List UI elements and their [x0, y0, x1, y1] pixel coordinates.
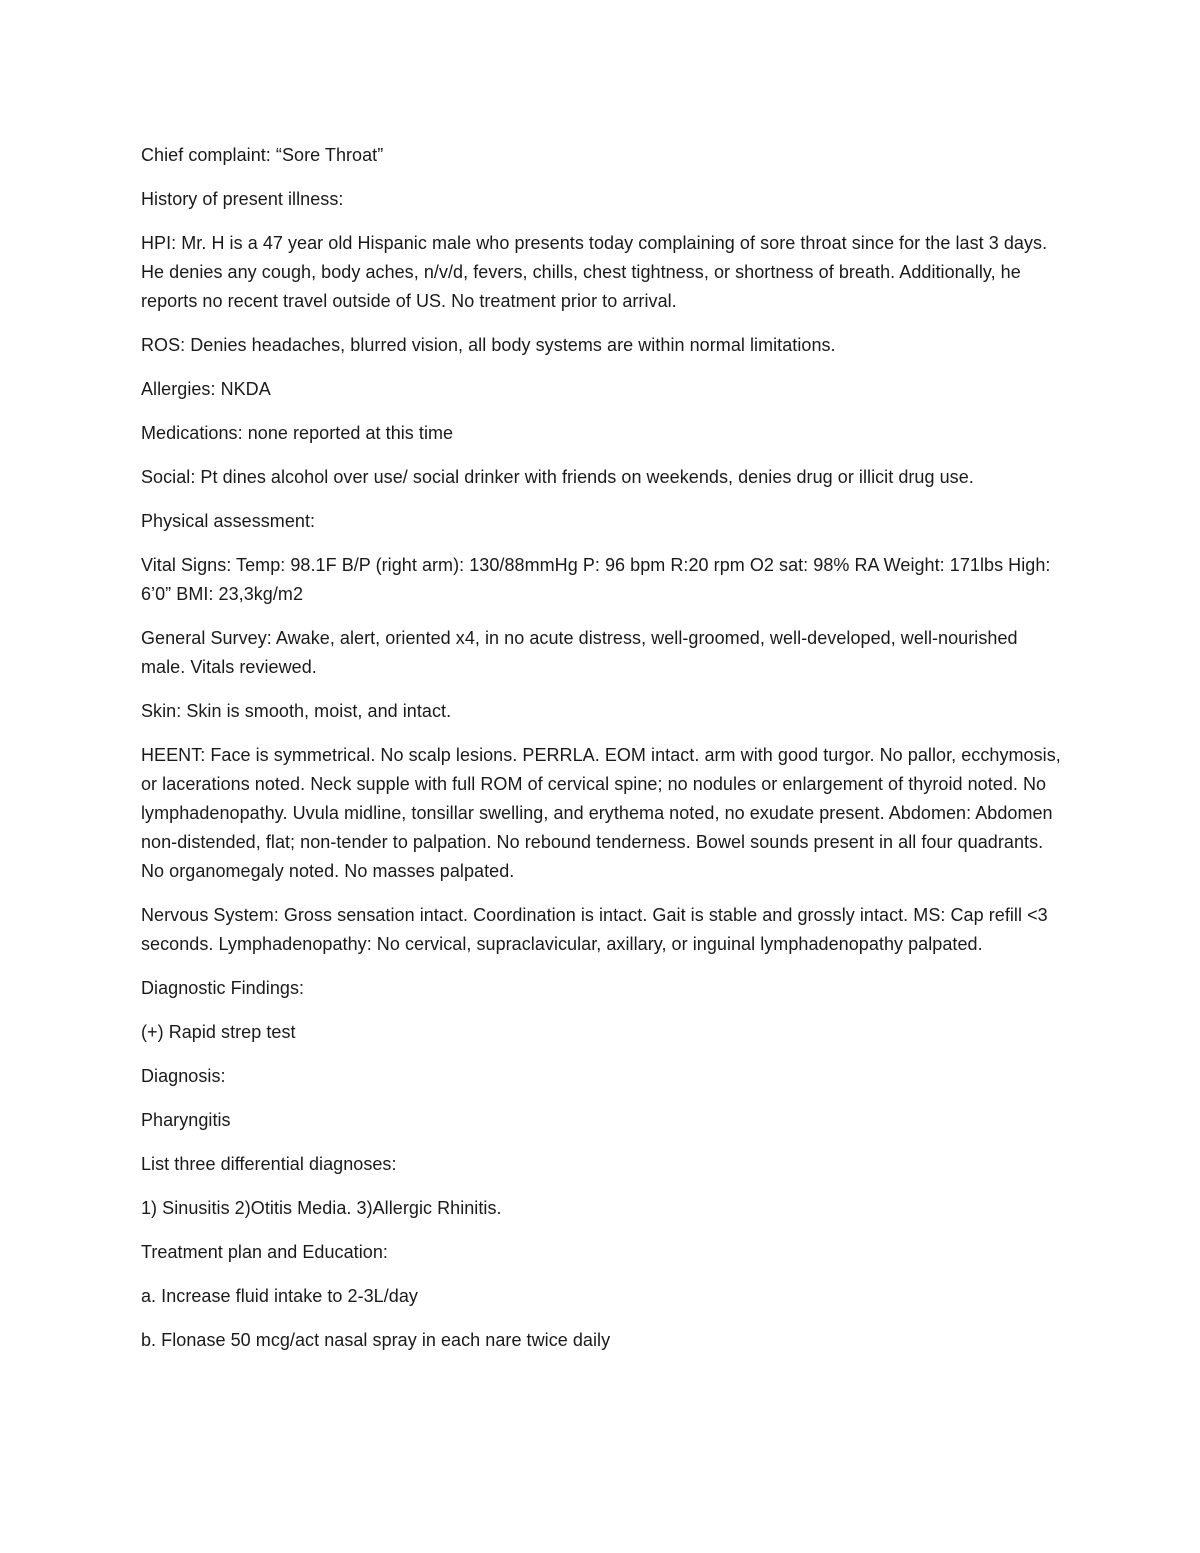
social-text: Social: Pt dines alcohol over use/ social drinker with friends on weekends, denies drug or illicit drug use.	[141, 467, 974, 487]
heent-text: HEENT: Face is symmetrical. No scalp lesions. PERRLA. EOM intact. arm with good turgor. No pallor, ecchymosis, or lacerations noted. Neck supple with full ROM of cervical spine; no nodules or enlargement of thyroid noted. No lymphadenopathy. Uvula midline, tonsillar swelling, and erythema noted, no exudate present. Abdomen: Abdomen non-distended, flat; non-tender to palpation. No rebound tenderness. Bowel sounds present in all four quadrants. No organomegaly noted. No masses palpated.	[141, 745, 1061, 881]
hpi-heading: History of present illness:	[141, 189, 344, 209]
vital-signs-text: Vital Signs: Temp: 98.1F B/P (right arm): 130/88mmHg P: 96 bpm R:20 rpm O2 sat: 98% RA Weight: 171lbs High: 6’0” BMI: 23,3kg/m2	[141, 555, 1051, 604]
medications-text: Medications: none reported at this time	[141, 423, 454, 443]
document-body	[141, 141, 1061, 1370]
ros-text: ROS: Denies headaches, blurred vision, all body systems are within normal limitations.	[141, 335, 836, 355]
diagnostic-findings-heading: Diagnostic Findings:	[141, 978, 305, 998]
diagnosis-text: Pharyngitis	[141, 1110, 231, 1130]
physical-assessment-heading: Physical assessment:	[141, 511, 316, 531]
allergies-text: Allergies: NKDA	[141, 379, 271, 399]
differential-list: 1) Sinusitis 2)Otitis Media. 3)Allergic Rhinitis.	[141, 1198, 502, 1218]
treatment-item-b: b. Flonase 50 mcg/act nasal spray in each nare twice daily	[141, 1330, 611, 1350]
differential-heading: List three differential diagnoses:	[141, 1154, 397, 1174]
chief-complaint: Chief complaint: “Sore Throat”	[141, 145, 384, 165]
treatment-item-a: a. Increase fluid intake to 2-3L/day	[141, 1286, 418, 1306]
treatment-heading: Treatment plan and Education:	[141, 1242, 388, 1262]
skin-text: Skin: Skin is smooth, moist, and intact.	[141, 701, 452, 721]
nervous-system-text: Nervous System: Gross sensation intact. Coordination is intact. Gait is stable and grossly intact. MS: Cap refill <3 seconds. Lymphadenopathy: No cervical, supraclavicular, axillary, or inguinal lymphadenopathy palpated.	[141, 905, 1048, 954]
rapid-strep-result: (+) Rapid strep test	[141, 1022, 296, 1042]
general-survey-text: General Survey: Awake, alert, oriented x4, in no acute distress, well-groomed, well-developed, well-nourished male. Vitals reviewed.	[141, 628, 1018, 677]
hpi-text: HPI: Mr. H is a 47 year old Hispanic male who presents today complaining of sore throat since for the last 3 days. He denies any cough, body aches, n/v/d, fevers, chills, chest tightness, or shortness of breath. Additionally, he reports no recent travel outside of US. No treatment prior to arrival.	[141, 233, 1048, 311]
diagnosis-heading: Diagnosis:	[141, 1066, 226, 1086]
